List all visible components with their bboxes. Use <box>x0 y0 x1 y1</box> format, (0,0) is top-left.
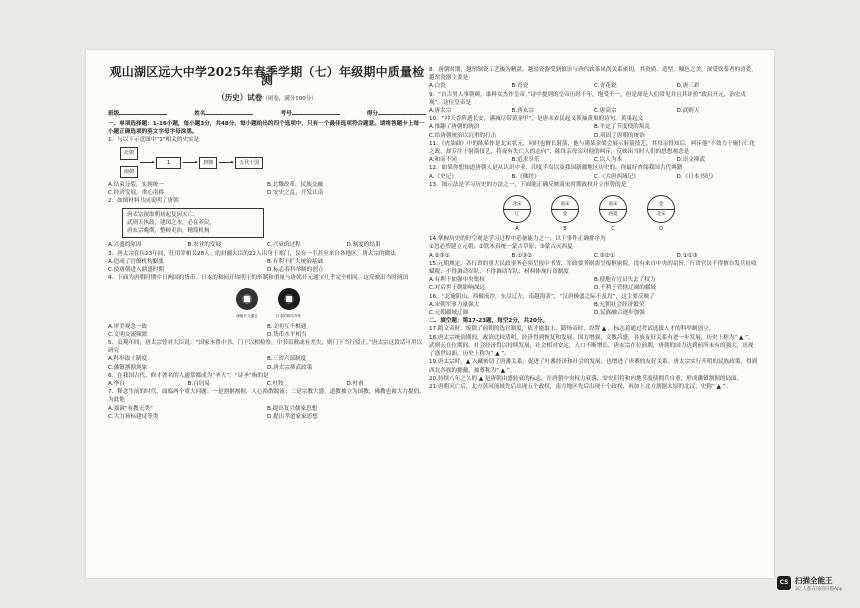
q16-options: A.宋朝军事力量强大 B.元朝社会经济繁荣 C.元朝疆域辽阔 D.民族融合逐步加强 <box>429 301 645 317</box>
q3-options: A.造成了官僚机构膨胀 B.有利于扩大统治基础 C.使唐朝进入鼎盛时期 D.标志着科举制的创立 <box>108 258 324 274</box>
diagram-1: 1 <box>156 157 181 169</box>
part1-heading: 一、单项选择题：1-16小题，每小题3分，共48分，每小题给出的四个选项中，只有一个最佳选项符合题意。请将答题卡上每一小题正确选项的英文字母字母涂黑。 <box>108 120 425 136</box>
q6-options: A.李白 B.白居易 C.杜牧 D.杜甫 <box>108 381 364 388</box>
class-field: 班级 <box>108 110 167 118</box>
question-21: 21.唐朝灭亡后，北方黄河流域先后出现五个政权，南方地区先后出现十个政权，再加上北方割据太原的北汉，史称“ ▲ ”。 <box>429 383 732 390</box>
question-18: 18.唐太宗统治期间，政治比较清明，经济得到恢复和发展，国力增强，文教昌盛，各族友好关系有进一步发展，历史上称为“ ▲ ”。武则天在位期间，社会经济得以持续发展，社会相对安定，人口不断增长。唐玄宗在位前期，唐朝的国力达到前所未有的强大，出现了盛世局面，历史上称为“ ▲ ”。 <box>429 334 754 358</box>
diagram-north: 北朝 <box>120 147 138 159</box>
question-16: 16．“北逾阴山，西极流沙，东尽辽左，南越海表”，“汉唐极盛之际不及焉”，这主要反映了 <box>429 293 655 300</box>
option-c-diagram: 南宋 西夏 C <box>599 195 627 233</box>
exam-title: 观山湖区远大中学2025年春季学期（七）年级期中质量检测 <box>109 65 425 88</box>
question-7: 7．释念生前的时代，面临两个重大问题：一是割据割据，人心涣散源流；二是宗教大盛，道教被立为国教，佛教也被大力提倡。为此他 <box>108 389 425 404</box>
q5-options: A.科举取士制度 B.三省六部制度 C.藩镇割据现象 D.唐太宗抑武政策 <box>108 356 313 371</box>
question-3: 3．唐太宗在位23年间，任用宰相共28人；的封疆大臣的22人出身于寒门，仅有一半甚至来自各地区。唐太宗的做法 <box>108 250 396 257</box>
name-field: 姓名 <box>194 110 253 118</box>
diagram-arrow <box>140 162 154 163</box>
question-2: 2．如图材料共同说明了唐朝 <box>108 198 179 205</box>
q15-options: A.有利于加强中央集权 B.使地方官员失去了权力 C.对后世王朝影响深远 D.不利于管辖辽阔的疆域 <box>429 277 657 292</box>
q12-options: A.《史记》 B.《佛经》 C.《大唐西域记》 D.《日本书纪》 <box>429 173 717 180</box>
diagram-tang: 唐朝 <box>199 157 217 169</box>
question-12: 12．如果你想知道唐朝人是从认识中亚、印度半岛以及我国新疆地区历史的，你最好查阅我国古代典籍 <box>429 165 683 172</box>
q7-options: A.强调“有教无类” B.提出复兴儒家思想 C.大力扬标建诗等类 D.提出孝道家家思想 <box>108 405 318 420</box>
coin-japan: 日本的和同开珎 <box>276 288 301 320</box>
exam-no-field: 考号 <box>281 110 340 118</box>
q1-options: A.结束分裂，实现统一 B.北魏改革，民族交融 C.经济发展，重心南移 D.安史之乱，开发江南 <box>108 181 324 197</box>
question-13: 13．图示法是学习历史的方法之一，下面能正确反映南宋时期政权并立形势的是 <box>429 181 627 188</box>
q8-options: A.白瓷 B.青瓷 C.青花瓷 D.唐三彩 <box>429 83 700 90</box>
coin-tang: 唐朝开元通宝 <box>236 288 258 320</box>
camscanner-logo-icon: CS <box>777 576 791 590</box>
diagram-arrow <box>183 162 197 163</box>
question-9: 9．“自古男人事朝颜，谁料女杰作皇帝。”诗中提到的皇帝历经千年，饱受不一，但是却是人们常见并且其评价“政启开元，治宏贞观”。这位皇帝是 <box>429 91 747 106</box>
question-14-items: ①忽必烈建立元朝；②铁木真统一蒙古草原；③蒙古灭西夏 <box>429 244 573 251</box>
student-fields <box>108 110 426 118</box>
question-1: 1．与以下示意图中“1”相关的史实是 <box>108 137 200 144</box>
question-15: 15.元朝规定，各行省的重大民政事务必须呈报中书省，军政要务则需呈报枢密院，没有来自中央的诏旨，行省官员不得擅自发兵征收赋税、不得调动军队、不得调动军队、材料体现行省制度 <box>429 260 757 276</box>
diagram-arrow <box>219 162 233 163</box>
q11-options: A.和而不同 B.追求享乐 C.以人为本 D.崇文抑武 <box>429 157 705 164</box>
q10-options: A.推翻了唐朝的统治 B.平定了节度使的叛乱 C.给唐朝统治以沉重的打击 D.巩固了唐朝的统治 <box>429 124 650 139</box>
option-a-diagram: 北宋 辽 A <box>503 195 531 233</box>
camscanner-slogan: 3亿人都在用的扫描App <box>795 587 843 592</box>
question-17: 17.隋文帝时，废除了前朝的选官制度，依才能取士，隋炀帝时，设置 ▲ ，标志着通过考试选拔人才的科举制创立。 <box>429 326 715 333</box>
option-b-diagram: 南宋 金 B <box>551 195 579 233</box>
question-11: 11．《虎油曲》中的陈希作是北宋状元，同时也擅长射箭，他与谨某金梁会展示射箭技艺，其母亲得知后，呵斥他“不效力于施行仁化之政，却专注于射箭技艺，将夜有失亡人的志向”，陈母亲母亲对他的呵斥，反映出当时人们的思想观念是 <box>429 140 756 156</box>
part2-heading: 二、填空题：第17-23题，每空2分，共20分。 <box>429 318 549 325</box>
q4-options: A.审美观念一致 B.文明互不相通 C.文明交流频繁 D.货币水平相当 <box>108 323 307 338</box>
question-20: 20.持续八年之久的 ▲ 是唐朝由盛转衰的标志，在唐朝中央权力衰落，安史旧将和内地节度使拥兵自重，形成藩镇割据的局面。 <box>429 375 743 382</box>
coin-image <box>278 288 300 310</box>
right-column <box>429 66 759 391</box>
exam-paper <box>86 50 774 578</box>
question-5: 5．贞观年间，唐太宗曾对大臣说：“国家本置中书、门下以相检察，中书诏敕或有差失，则门下当行驳正。”唐太宗这段话可用以研究 <box>108 340 423 355</box>
question-14: 14.掌握历史的时空观是学习过程中必备能力之一，以下事件正确排序为 <box>429 236 606 243</box>
q2-options: A.兴盛的原因 B.农业的发展 C.兴衰的过程 D.制度的结果 <box>108 242 381 249</box>
q13-diagrams <box>503 195 759 233</box>
question-6: 6．在我国古代，修才著名的人通常都成为“圣人”。“诗圣”指的是 <box>108 372 269 379</box>
q4-coins <box>236 288 426 320</box>
q14-options: A.②③① B.①③② C.③②① D.①②③ <box>429 252 698 259</box>
q1-diagram <box>120 147 426 177</box>
score-field: 得分 <box>367 110 426 118</box>
q2-material: 唐太宗视取朝初起复闵灭亡， 武则天执政，建国之本，必在养民， 唐玄宗晚期，整顿吏治，精简机构 <box>122 208 264 238</box>
exam-subtitle: （历史）试卷（闭卷，满分100分） <box>217 93 317 103</box>
left-column <box>108 64 426 421</box>
option-d-diagram: 金 北宋 D <box>647 195 675 233</box>
diagram-five-dynasties: 五代十国 <box>235 157 263 169</box>
question-4: 4．下面为唐朝时期中日两国的货币。日本的和同开珎明于的形制和重量与唐朝开元通宝几乎完全相同。这反映出当时两国 <box>108 275 409 282</box>
question-19: 19.唐太宗时，▲ 入藏密切了唐蕃关系，促进了吐蕃经济和社会的发展，也增进了唐蕃的友好关系。唐太宗实行开明的民族政策，得到西北各族的拥戴，被尊称为“ ▲ ”。 <box>429 359 758 374</box>
question-10: 10．“冲天香阵透长安，满城尽带黄金甲”，是唐末农民起义领袖黄巢的诗句。黄巢起义 <box>429 116 644 123</box>
question-8: 8．唐朝时期，越窑制瓷工艺极为精湛，越窑瓷器受到推崇与唐代饮茶风尚关系密切，其瓷质、造型、釉色之美，深受饮茶者的喜爱。越窑瓷器主要是 <box>429 67 757 82</box>
diagram-south: 南朝 <box>120 166 138 178</box>
camscanner-name: 扫描全能王 <box>795 576 833 585</box>
q9-options: A.唐太宗 B.唐玄宗 C.唐高宗 D.武则天 <box>429 108 700 115</box>
coin-image <box>236 288 258 310</box>
